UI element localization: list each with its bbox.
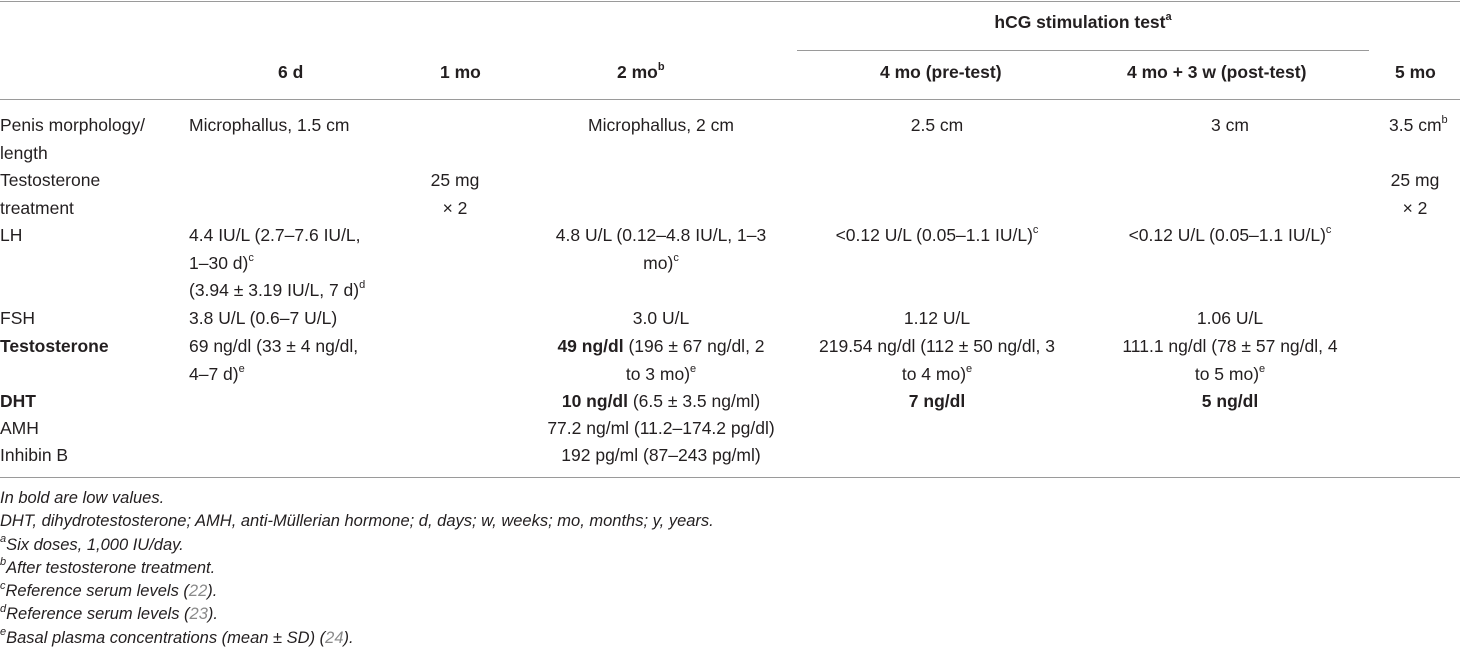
cell-fsh-4mo: 1.12 U/L bbox=[903, 308, 971, 328]
cell-testosterone-2mo: 49 ng/dl (196 ± 67 ng/dl, 2 to 3 mo)$^e$ bbox=[557, 336, 765, 384]
group-header-hcg-test: hCG stimulation test$^a$ bbox=[994, 11, 1172, 32]
cell-testosterone-6d: 69 ng/dl (33 ± 4 ng/dl, 4–7 d)$^e$ bbox=[189, 336, 359, 384]
row-label-fsh: FSH bbox=[0, 308, 35, 328]
footnote-d: $^d$Reference serum levels (23). bbox=[0, 602, 218, 624]
cell-testosterone-4mo: 219.54 ng/dl (112 ± 50 ng/dl, 3 to 4 mo)$^e$ bbox=[819, 336, 1055, 384]
reference-link-22[interactable]: 22 bbox=[188, 582, 208, 601]
header-rule bbox=[0, 99, 1460, 100]
col-header-4mo3w-post: 4 mo + 3 w (post-test) bbox=[1127, 62, 1307, 82]
cell-treatment-1mo: 25 mg × 2 bbox=[430, 170, 480, 218]
col-header-5mo: 5 mo bbox=[1395, 62, 1436, 82]
cell-testosterone-4mo3w: 111.1 ng/dl (78 ± 57 ng/dl, 4 to 5 mo)$^e$ bbox=[1122, 336, 1338, 384]
col-header-2mo: 2 $mo^b$ bbox=[617, 61, 665, 82]
cell-penis-5mo: 3.5 $cm^b$ bbox=[1389, 114, 1448, 135]
cell-penis-4mo3w: 3 cm bbox=[1211, 115, 1249, 135]
row-label-lh: LH bbox=[0, 225, 23, 245]
footnote-bold-note: In bold are low values. bbox=[0, 489, 165, 507]
cell-lh-4mo: <0.12 U/L (0.05–1.1 IU/L)$^c$ bbox=[835, 224, 1039, 245]
reference-link-24[interactable]: 24 bbox=[325, 628, 344, 647]
cell-fsh-2mo: 3.0 U/L bbox=[632, 308, 690, 328]
table-bottom-rule bbox=[0, 477, 1460, 478]
cell-dht-2mo: 10 ng/dl (6.5 ± 3.5 ng/ml) bbox=[561, 391, 761, 411]
footnote-abbreviations: DHT, dihydrotestosterone; AMH, anti-Müllerian hormone; d, days; w, weeks; mo, months; y, years. bbox=[0, 512, 714, 531]
cell-lh-2mo: 4.8 U/L (0.12–4.8 IU/L, 1–3 mo)$^c$ bbox=[555, 225, 767, 273]
cell-amh-2mo: 77.2 ng/ml (11.2–174.2 pg/dl) bbox=[547, 418, 775, 438]
col-header-4mo-pre: 4 mo (pre-test) bbox=[880, 62, 1002, 82]
cell-fsh-4mo3w: 1.06 U/L bbox=[1196, 308, 1264, 328]
cell-treatment-5mo: 25 mg × 2 bbox=[1390, 170, 1440, 218]
reference-link-23[interactable]: 23 bbox=[189, 605, 208, 624]
footnote-c: $^c$Reference serum levels (22). bbox=[0, 579, 218, 601]
col-header-1mo: 1 mo bbox=[440, 62, 481, 82]
row-label-amh: AMH bbox=[0, 418, 39, 438]
footnote-b: $^b$After testosterone treatment. bbox=[0, 556, 216, 577]
footnote-a: $^a$Six doses, 1,000 IU/day. bbox=[0, 533, 184, 554]
col-header-6d: 6 d bbox=[278, 62, 304, 82]
table-top-rule bbox=[0, 1, 1460, 2]
group-header-rule bbox=[797, 50, 1369, 51]
cell-dht-4mo: 7 ng/dl bbox=[908, 391, 966, 411]
row-label-penis: Penis morphology/ length bbox=[0, 115, 145, 163]
cell-penis-4mo: 2.5 cm bbox=[910, 115, 964, 135]
cell-penis-6d: Microphallus, 1.5 cm bbox=[189, 115, 350, 135]
cell-lh-4mo3w: <0.12 U/L (0.05–1.1 IU/L)$^c$ bbox=[1128, 224, 1332, 245]
cell-fsh-6d: 3.8 U/L (0.6–7 U/L) bbox=[189, 308, 338, 328]
cell-inhibin-b-2mo: 192 pg/ml (87–243 pg/ml) bbox=[561, 445, 761, 465]
footnote-e: $^e$Basal plasma concentrations (mean ± SD) (24). bbox=[0, 626, 354, 647]
cell-dht-4mo3w: 5 ng/dl bbox=[1201, 391, 1259, 411]
row-label-dht: DHT bbox=[0, 391, 36, 411]
cell-penis-2mo: Microphallus, 2 cm bbox=[588, 115, 734, 135]
row-label-testosterone-treatment: Testosterone treatment bbox=[0, 170, 101, 218]
cell-lh-6d: 4.4 IU/L (2.7–7.6 IU/L, 1–30 d)$^c$ (3.94 ± 3.19 IU/L, 7 d)$^d$ bbox=[189, 225, 366, 300]
table-footnotes bbox=[0, 487, 1460, 650]
row-label-testosterone: Testosterone bbox=[0, 336, 109, 356]
row-label-inhibin-b: Inhibin B bbox=[0, 445, 69, 465]
